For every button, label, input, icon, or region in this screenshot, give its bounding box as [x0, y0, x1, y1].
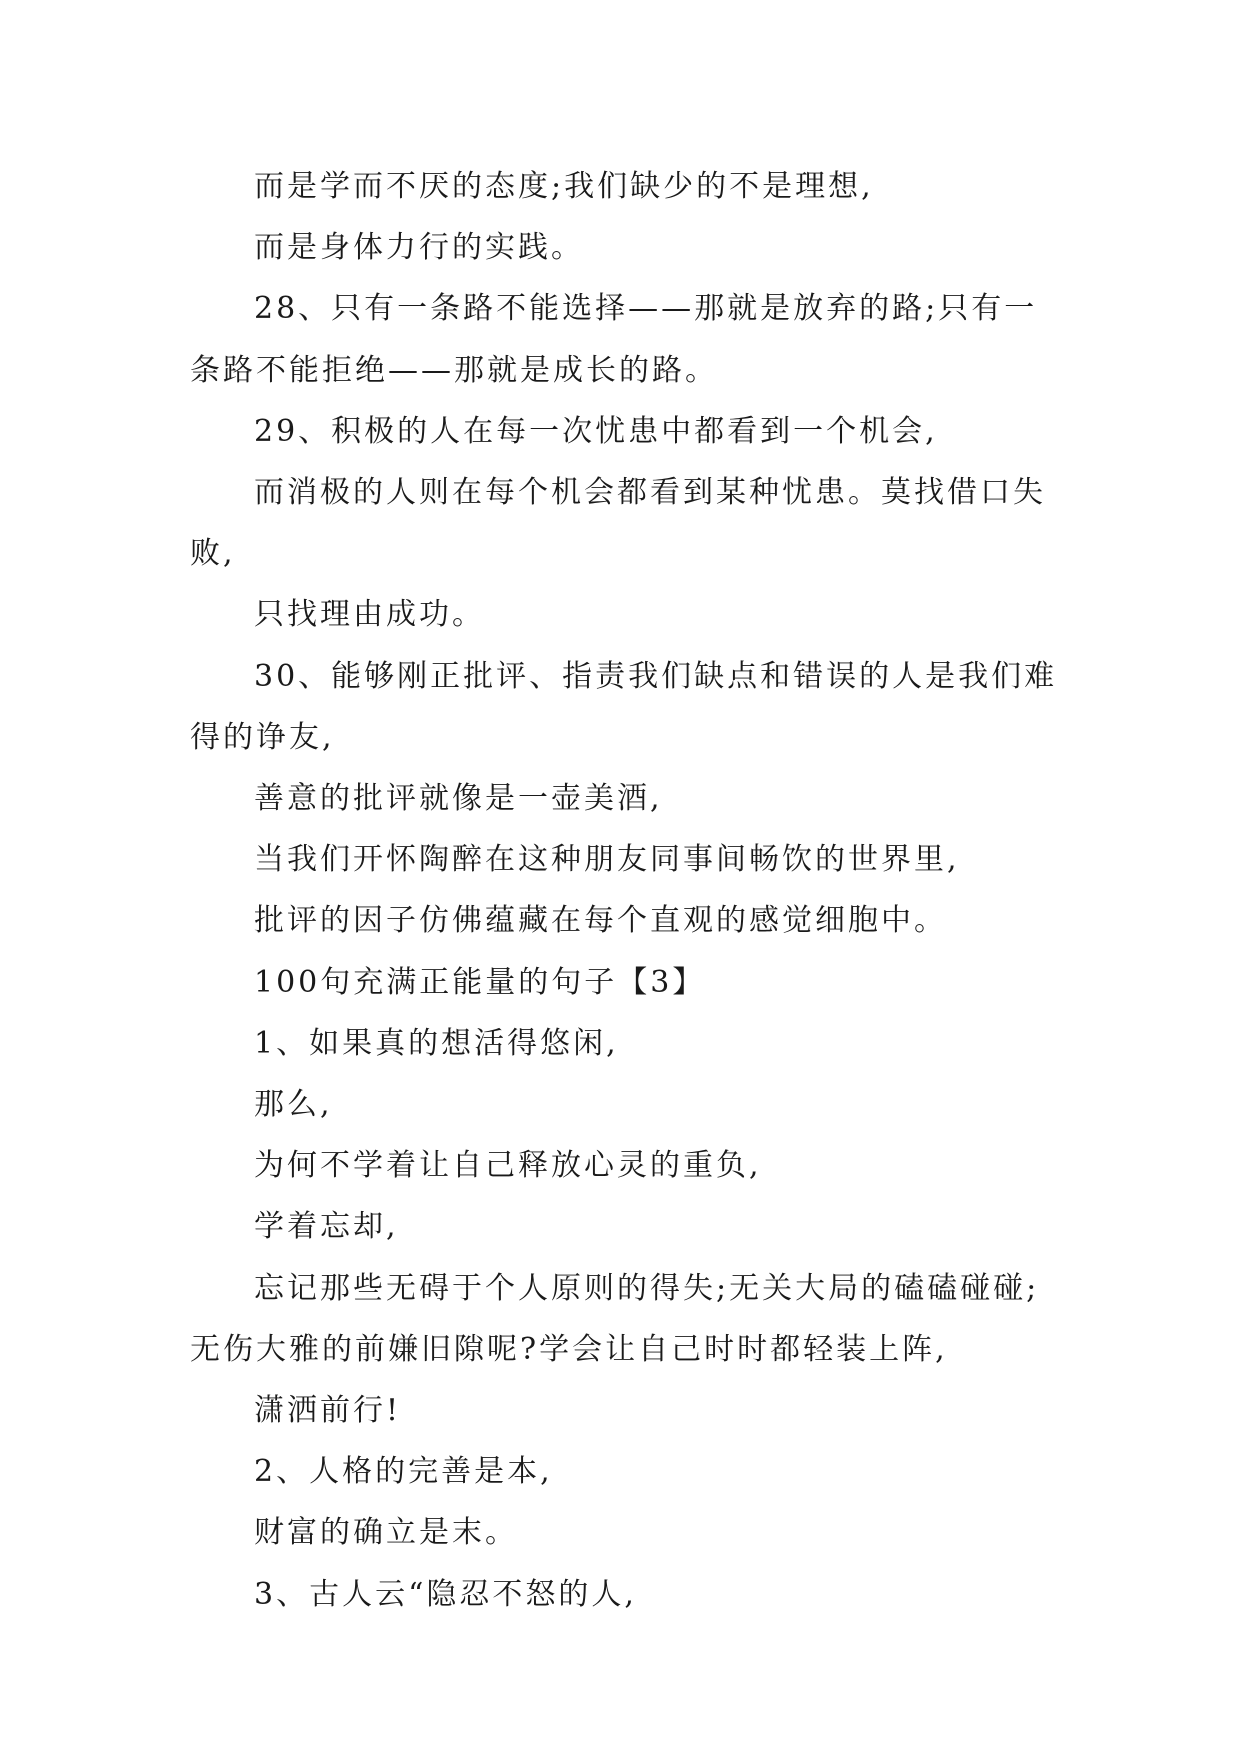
text-line: 忘记那些无碍于个人原则的得失;无关大局的磕磕碰碰; [254, 1270, 1040, 1306]
section-heading: 100句充满正能量的句子【3】 [254, 964, 706, 1000]
text-line: 财富的确立是末。 [254, 1515, 518, 1551]
text-line: 善意的批评就像是一壶美酒, [254, 781, 663, 817]
text-line: 而消极的人则在每个机会都看到某种忧患。莫找借口失 [254, 475, 1046, 511]
text-line: 2、人格的完善是本, [254, 1454, 553, 1490]
text-line: 那么, [254, 1087, 333, 1123]
text-line: 为何不学着让自己释放心灵的重负, [254, 1148, 762, 1184]
text-line: 1、如果真的想活得悠闲, [254, 1025, 619, 1061]
text-line: 条路不能拒绝——那就是成长的路。 [190, 352, 718, 388]
text-line: 而是学而不厌的态度;我们缺少的不是理想, [254, 169, 874, 204]
text-line: 28、只有一条路不能选择——那就是放弃的路;只有一 [254, 291, 1038, 327]
document-body [190, 156, 1060, 1625]
text-line: 30、能够刚正批评、指责我们缺点和错误的人是我们难 [254, 658, 1058, 694]
text-line: 无伤大雅的前嫌旧隙呢?学会让自己时时都轻装上阵, [190, 1331, 948, 1367]
text-line: 得的诤友, [190, 719, 335, 755]
text-line: 只找理由成功。 [254, 597, 485, 633]
text-line: 批评的因子仿佛蕴藏在每个直观的感觉细胞中。 [254, 903, 947, 939]
text-line: 当我们开怀陶醉在这种朋友同事间畅饮的世界里, [254, 842, 960, 878]
text-line: 潇洒前行! [254, 1393, 402, 1429]
text-line: 29、积极的人在每一次忧患中都看到一个机会, [254, 413, 938, 449]
text-line: 3、古人云“隐忍不怒的人, [254, 1576, 637, 1612]
text-line: 而是身体力行的实践。 [254, 230, 584, 266]
text-line: 学着忘却, [254, 1209, 399, 1245]
text-line: 败, [190, 536, 236, 572]
